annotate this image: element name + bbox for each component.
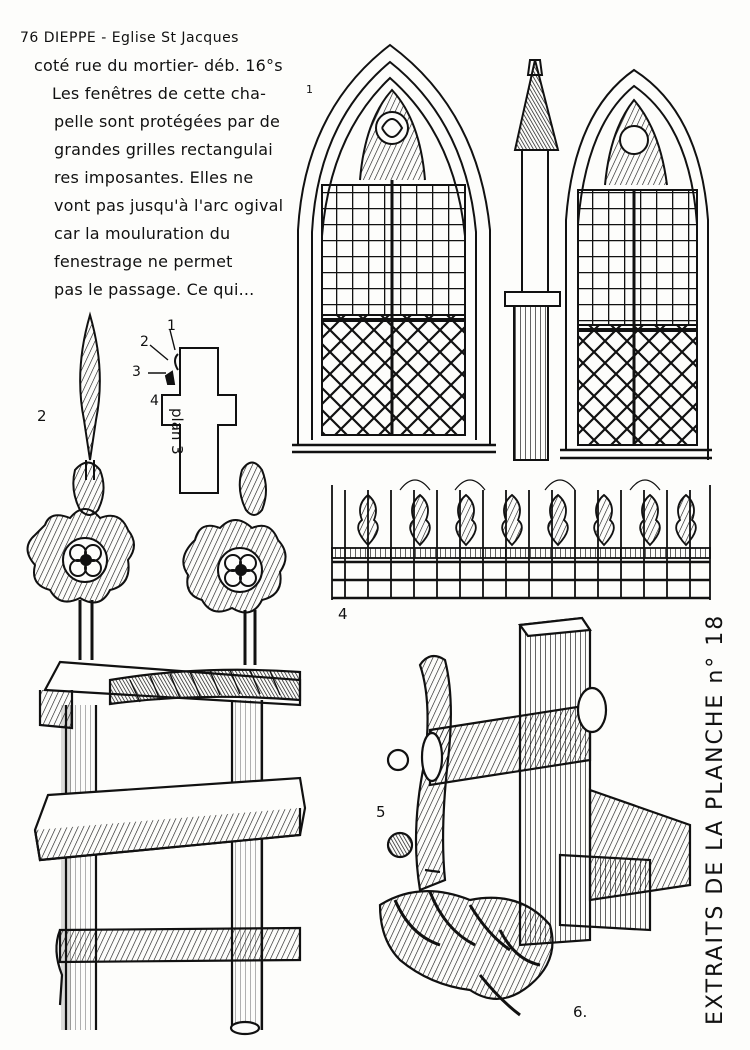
note-line-2: coté rue du mortier- déb. 16°s — [34, 56, 283, 75]
note-line-9: fenestrage ne permet — [54, 252, 233, 271]
figure-number-6: 6. — [573, 1003, 588, 1021]
plan-marker-3: 3 — [132, 364, 141, 380]
note-line-10: pas le passage. Ce qui... — [54, 280, 255, 299]
plan-marker-2: 2 — [140, 334, 149, 350]
plan-marker-4: 4 — [150, 393, 159, 409]
note-line-7: vont pas jusqu'à l'arc ogival — [54, 196, 284, 215]
figure-number-1: 1 — [306, 83, 313, 96]
plan-label: plan 3 — [168, 408, 186, 455]
note-line-title: 76 DIEPPE - Eglise St Jacques — [20, 30, 239, 46]
forged-joint-illustration — [380, 618, 690, 1015]
note-line-6: res imposantes. Elles ne — [54, 168, 254, 187]
plan-diagram — [148, 330, 236, 493]
buttress — [505, 60, 560, 460]
figure-number-5: 5 — [376, 803, 386, 821]
plan-marker-1: 1 — [167, 318, 176, 334]
grille-detail-illustration — [35, 662, 305, 1034]
note-line-8: car la mouluration du — [54, 224, 231, 243]
left-window — [292, 45, 496, 452]
side-caption: EXTRAITS DE LA PLANCHE n° 18 — [703, 613, 728, 1025]
note-line-5: grandes grilles rectangulai — [54, 140, 273, 159]
right-window — [560, 70, 712, 460]
finial-illustration — [28, 315, 286, 665]
figure-number-2: 2 — [37, 407, 47, 425]
figure-number-4: 4 — [338, 605, 348, 623]
note-line-3: Les fenêtres de cette cha- — [52, 84, 267, 103]
railing-illustration — [332, 480, 710, 600]
note-line-4: pelle sont protégées par de — [54, 112, 281, 131]
